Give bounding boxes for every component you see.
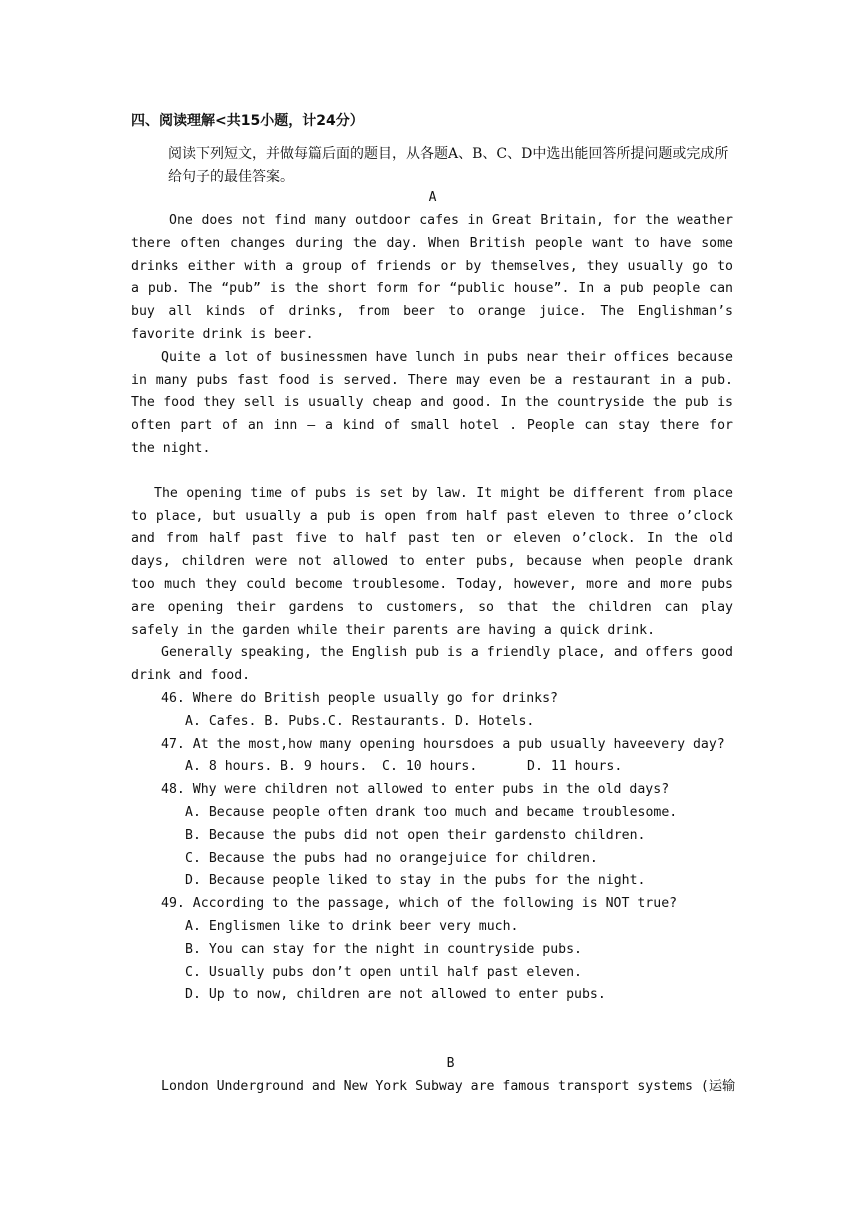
question-49-option-c: C. Usually pubs don’t open until half past eleven. bbox=[185, 964, 582, 980]
question-49-option-d: D. Up to now, children are not allowed to enter pubs. bbox=[185, 987, 606, 1003]
question-47-option-c: C. 10 hours. bbox=[382, 759, 478, 775]
question-47-option-a: A. 8 hours. bbox=[185, 759, 273, 775]
question-46-options: A. Cafes. B. Pubs.C. Restaurants. D. Hotels. bbox=[185, 713, 535, 729]
question-48-option-b: B. Because the pubs did not open their gardensto children. bbox=[185, 827, 646, 843]
question-49-stem: 49. According to the passage, which of the following is NOT true? bbox=[161, 896, 678, 912]
passage-a-body bbox=[131, 210, 733, 1007]
paragraph-gap bbox=[131, 461, 733, 483]
question-49-option-a: A. Englismen like to drink beer very much. bbox=[185, 918, 519, 934]
section-instructions: 阅读下列短文，并做每篇后面的题目，从各题A、B、C、D中选出能回答所提问题或完成所给句子的最佳答案。 bbox=[168, 146, 729, 185]
question-47-options bbox=[131, 756, 733, 779]
question-47-stem: 47. At the most,how many opening hoursdoes a pub usually haveevery day? bbox=[161, 736, 725, 752]
question-48-option-a: A. Because people often drank too much and became troublesome. bbox=[185, 804, 678, 820]
passage-a-label: A bbox=[428, 190, 437, 205]
question-49-option-b: B. You can stay for the night in countryside pubs. bbox=[185, 941, 582, 957]
passage-b-paragraph-1: London Underground and New York Subway are famous transport systems (运输 bbox=[161, 1079, 736, 1094]
passage-a-paragraph-3: The opening time of pubs is set by law. It might be different from place to place, but usually a pub is open from half past eleven to three o’clock and from half past five to half past ten or eleven o’clock. In the old days, children were not allowed to enter pubs, because when people drank too much they could become troublesome. Today, however, more and more pubs are opening their gardens to customers, so that the children can play safely in the garden while their parents are having a quick drink. bbox=[131, 485, 733, 638]
question-48-option-c: C. Because the pubs had no orangejuice for children. bbox=[185, 850, 598, 866]
question-47-option-b: B. 9 hours. bbox=[280, 759, 368, 775]
passage-b-label: B bbox=[446, 1056, 455, 1071]
question-46-stem: 46. Where do British people usually go for drinks? bbox=[161, 690, 558, 706]
passage-a-paragraph-2: Quite a lot of businessmen have lunch in pubs near their offices because in many pubs fast food is served. There may even be a restaurant in a pub. The food they sell is usually cheap and good. In the countryside the pub is often part of an inn – a kind of small hotel . People can stay there for the night. bbox=[131, 349, 733, 456]
question-48-stem: 48. Why were children not allowed to enter pubs in the old days? bbox=[161, 782, 670, 798]
question-48-option-d: D. Because people liked to stay in the pubs for the night. bbox=[185, 873, 646, 889]
section-title: 四、阅读理解<共15小题，计24分） bbox=[131, 113, 364, 129]
question-47-option-d: D. 11 hours. bbox=[527, 759, 623, 775]
passage-a-paragraph-1: One does not find many outdoor cafes in Great Britain, for the weather there often changes during the day. When British people want to have some drinks either with a group of friends or by themselves, they usually go to a pub. The “pub” is the short form for “public house”. In a pub people can buy all kinds of drinks, from beer to orange juice. The Englishman’s favorite drink is beer. bbox=[131, 213, 733, 342]
passage-a-paragraph-4: Generally speaking, the English pub is a friendly place, and offers good drink and food. bbox=[131, 645, 733, 684]
passage-b-body bbox=[131, 1076, 736, 1099]
